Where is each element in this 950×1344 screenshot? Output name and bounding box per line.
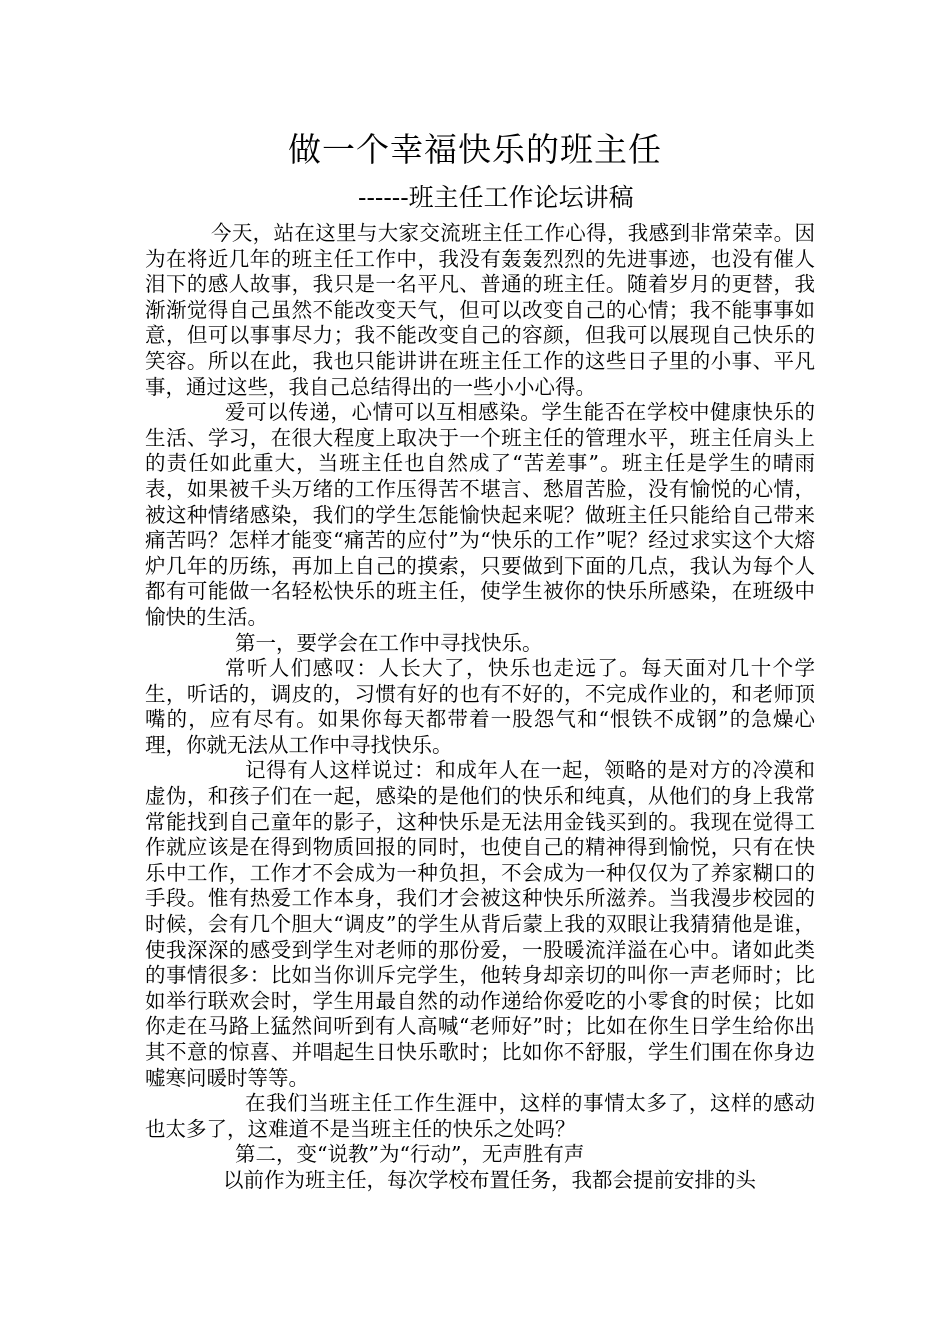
paragraph-intro: 今天，站在这里与大家交流班主任工作心得，我感到非常荣幸。因为在将近几年的班主任工作中，我没有轰轰烈烈的先进事迹，也没有催人泪下的感人故事，我只是一名平凡、普通的班主任。随着岁月的更替，我渐渐觉得自己虽然不能改变天气，但可以改变自己的心情；我不能事事如意，但可以事事尽力；我不能改变自己的容颜，但我可以展现自己快乐的笑容。所以在此，我也只能讲讲在班主任工作的这些日子里的小事、平凡事，通过这些，我自己总结得出的一些小小心得。 [145,221,815,399]
section-heading-second: 第二，变“说教”为“行动”，无声胜有声 [235,1142,585,1167]
document-subtitle: ------班主任工作论坛讲稿 [358,183,634,212]
paragraph-remember: 记得有人这样说过：和成年人在一起，领略的是对方的冷漠和虚伪，和孩子们在一起，感染的是他们的快乐和纯真，从他们的身上我常常能找到自己童年的影子，这种快乐是无法用金钱买到的。我现在觉得工作就应该是在得到物质回报的同时，也使自己的精神得到愉悦，只有在快乐中工作，工作才不会成为一种负担，不会成为一种仅仅为了养家糊口的手段。惟有热爱工作本身，我们才会被这种快乐所滋养。当我漫步校园的时候，会有几个胆大“调皮”的学生从背后蒙上我的双眼让我猜猜他是谁，使我深深的感受到学生对老师的那份爱，一股暖流洋溢在心中。诸如此类的事情很多：比如当你训斥完学生，他转身却亲切的叫你一声老师时；比如举行联欢会时，学生用最自然的动作递给你爱吃的小零食的时侯；比如你走在马路上猛然间听到有人高喊“老师好”时；比如在你生日学生给你出其不意的惊喜、并唱起生日快乐歌时；比如你不舒服，学生们围在你身边嘘寒问暖时等等。 [145,758,815,1090]
document-body [145,221,815,1194]
paragraph-happiness-far: 常听人们感叹：人长大了，快乐也走远了。每天面对几十个学生，听话的，调皮的，习惯有好的也有不好的，不完成作业的，和老师顶嘴的，应有尽有。如果你每天都带着一股怨气和“恨铁不成钢”的急燥心理，你就无法从工作中寻找快乐。 [145,656,815,757]
paragraph-career: 在我们当班主任工作生涯中，这样的事情太多了，这样的感动也太多了，这难道不是当班主任的快乐之处吗？ [145,1091,815,1141]
paragraph-love-spread: 爱可以传递，心情可以互相感染。学生能否在学校中健康快乐的生活、学习，在很大程度上取决于一个班主任的管理水平，班主任肩头上的责任如此重大，当班主任也自然成了“苦差事”。班主任是学生的晴雨表，如果被千头万绪的工作压得苦不堪言、愁眉苦脸，没有愉悦的心情，被这种情绪感染，我们的学生怎能愉快起来呢？做班主任只能给自己带来痛苦吗？怎样才能变“痛苦的应付”为“快乐的工作”呢？经过求实这个大熔炉几年的历练，再加上自己的摸索，只要做到下面的几点，我认为每个人都有可能做一名轻松快乐的班主任，使学生被你的快乐所感染，在班级中愉快的生活。 [145,400,815,629]
paragraph-previously: 以前作为班主任，每次学校布置任务，我都会提前安排的头 [223,1167,756,1192]
section-heading-first: 第一，要学会在工作中寻找快乐。 [235,630,543,655]
document-title: 做一个幸福快乐的班主任 [288,130,662,169]
